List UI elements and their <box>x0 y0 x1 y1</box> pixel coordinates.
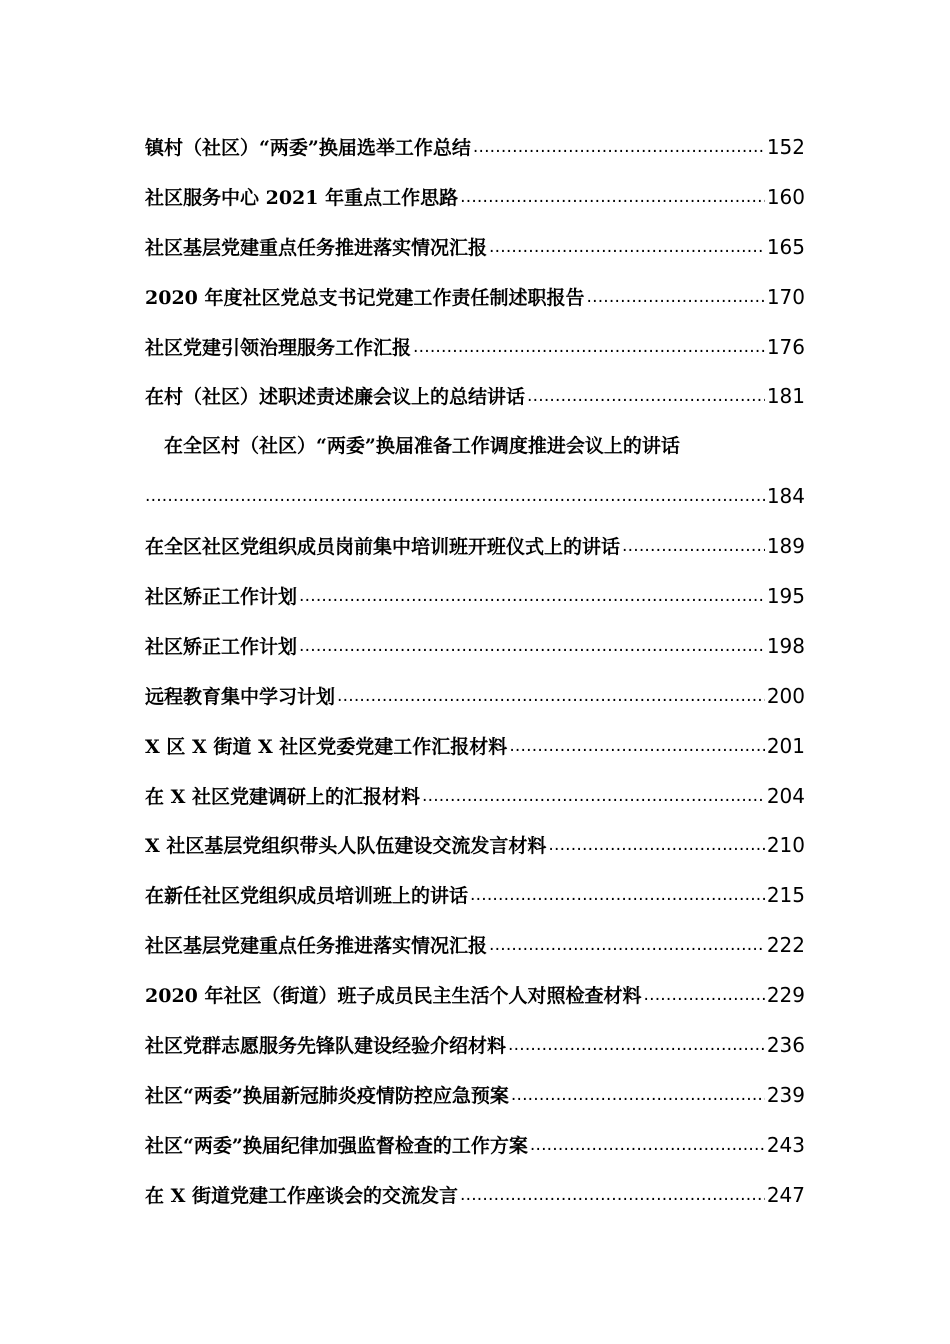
toc-entry-page: 236 <box>766 1033 805 1058</box>
toc-leader-dots <box>299 622 765 672</box>
toc-leader-dots <box>460 173 765 223</box>
toc-entry[interactable] <box>145 772 805 822</box>
toc-entry-title: 社区党建引领治理服务工作汇报 <box>145 336 412 359</box>
toc-leader-dots <box>470 871 765 921</box>
toc-entry[interactable] <box>145 921 805 971</box>
toc-entry[interactable] <box>145 522 805 572</box>
toc-entry-title: 在全区社区党组织成员岗前集中培训班开班仪式上的讲话 <box>145 536 621 559</box>
toc-entry-title: 在 X 街道党建工作座谈会的交流发言 <box>145 1184 458 1207</box>
toc-entry-page: 189 <box>766 534 805 559</box>
toc-entry-title: X 社区基层党组织带头人队伍建设交流发言材料 <box>145 835 547 858</box>
toc-leader-dots <box>509 722 765 772</box>
toc-entry[interactable] <box>145 1171 805 1221</box>
toc-entry-page: 201 <box>766 733 805 758</box>
toc-leader-dots <box>644 971 765 1021</box>
toc-entry[interactable] <box>145 1021 805 1071</box>
toc-entry[interactable] <box>145 372 805 422</box>
toc-entry-page: 198 <box>766 633 805 658</box>
toc-entry-page: 247 <box>766 1182 805 1207</box>
toc-entry-page: 176 <box>766 334 805 359</box>
toc-entry-page: 170 <box>766 284 805 309</box>
toc-entry-title: 远程教育集中学习计划 <box>145 685 336 708</box>
table-of-contents <box>145 123 805 1221</box>
toc-leader-dots <box>460 1171 765 1221</box>
toc-leader-dots <box>530 1121 765 1171</box>
toc-entry-title: X 区 X 街道 X 社区党委党建工作汇报材料 <box>145 735 508 758</box>
toc-entry-page: 204 <box>766 783 805 808</box>
toc-entry-title: 社区基层党建重点任务推进落实情况汇报 <box>145 935 488 958</box>
toc-leader-dots <box>422 772 765 822</box>
toc-entry[interactable] <box>145 971 805 1021</box>
toc-entry[interactable] <box>145 572 805 622</box>
toc-entry[interactable] <box>145 871 805 921</box>
toc-leader-dots <box>508 1021 765 1071</box>
toc-entry-page: 222 <box>766 933 805 958</box>
toc-leader-dots <box>548 821 764 871</box>
toc-leader-dots <box>587 273 765 323</box>
toc-entry-page: 184 <box>766 484 805 509</box>
toc-entry-title-wrapped[interactable]: 在全区村（社区）“两委”换届准备工作调度推进会议上的讲话 <box>164 435 680 458</box>
toc-entry-title: 社区“两委”换届新冠肺炎疫情防控应急预案 <box>145 1084 509 1107</box>
toc-entry-title: 社区矫正工作计划 <box>145 635 298 658</box>
toc-entry[interactable] <box>145 821 805 871</box>
toc-entry-title: 镇村（社区）“两委”换届选举工作总结 <box>145 137 471 159</box>
toc-entry[interactable] <box>145 622 805 672</box>
toc-leader-dots <box>413 323 765 373</box>
toc-entry-continuation[interactable] <box>145 472 805 522</box>
toc-entry-page: 215 <box>766 883 805 908</box>
toc-entry-page: 152 <box>766 135 805 159</box>
toc-entry-title: 社区矫正工作计划 <box>145 586 298 609</box>
toc-entry-page: 181 <box>766 384 805 409</box>
toc-entry-title: 社区服务中心 2021 年重点工作思路 <box>145 186 459 209</box>
toc-entry[interactable] <box>145 123 805 173</box>
toc-entry[interactable] <box>145 1071 805 1121</box>
toc-entry[interactable] <box>145 1121 805 1171</box>
toc-entry[interactable] <box>145 273 805 323</box>
toc-entry[interactable] <box>145 323 805 373</box>
toc-entry-page: 195 <box>766 584 805 609</box>
toc-entry-title: 2020 年社区（街道）班子成员民主生活个人对照检查材料 <box>145 985 642 1008</box>
toc-leader-dots <box>299 572 765 622</box>
toc-entry[interactable] <box>145 173 805 223</box>
toc-entry-page: 210 <box>766 833 805 858</box>
toc-leader-dots <box>145 472 765 522</box>
toc-leader-dots <box>473 123 765 173</box>
toc-entry-title: 在 X 社区党建调研上的汇报材料 <box>145 785 420 808</box>
toc-entry-title: 社区“两委”换届纪律加强监督检查的工作方案 <box>145 1134 528 1157</box>
toc-leader-dots <box>622 522 765 572</box>
toc-entry-title: 2020 年度社区党总支书记党建工作责任制述职报告 <box>145 286 585 309</box>
toc-entry-page: 229 <box>766 983 805 1008</box>
toc-entry-page: 160 <box>766 184 805 209</box>
toc-entry-page: 165 <box>766 234 805 259</box>
toc-leader-dots <box>337 672 765 722</box>
toc-entry-page: 200 <box>766 683 805 708</box>
toc-leader-dots <box>489 921 765 971</box>
toc-entry-title: 社区基层党建重点任务推进落实情况汇报 <box>145 236 488 259</box>
toc-entry-title: 社区党群志愿服务先锋队建设经验介绍材料 <box>145 1035 507 1058</box>
toc-entry-page: 243 <box>766 1132 805 1157</box>
toc-entry-title: 在村（社区）述职述责述廉会议上的总结讲话 <box>145 386 526 409</box>
toc-entry-page: 239 <box>766 1082 805 1107</box>
toc-leader-dots <box>511 1071 765 1121</box>
toc-leader-dots <box>527 372 765 422</box>
toc-entry[interactable] <box>145 672 805 722</box>
toc-entry[interactable] <box>145 722 805 772</box>
toc-leader-dots <box>489 223 765 273</box>
toc-entry[interactable] <box>145 223 805 273</box>
toc-entry-title: 在新任社区党组织成员培训班上的讲话 <box>145 885 469 908</box>
